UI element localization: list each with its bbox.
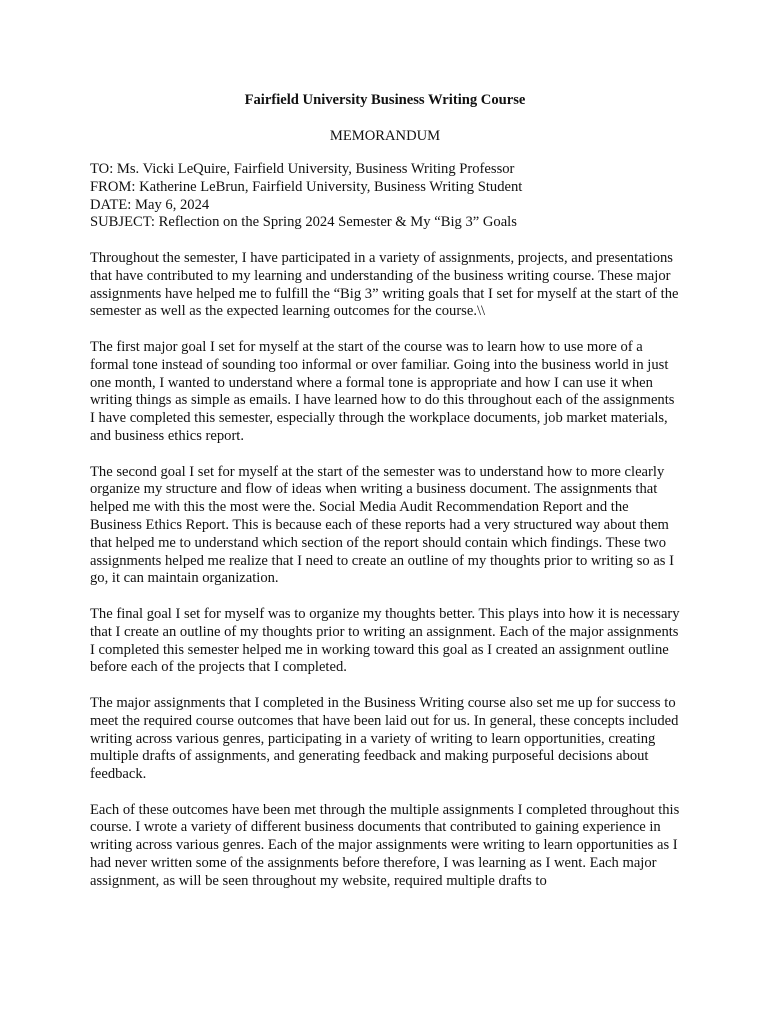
body-paragraph-second-goal: The second goal I set for myself at the start of the semester was to understand how to more clearly organize my structure and flow of ideas when writing a business document. The assignments that helped me with this the most were the. Social Media Audit Recommendation Report and the Business Ethics Report. This is because each of these reports had a very structured way about them that helped me to understand which section of the report should contain which findings. These two assignments helped me realize that I need to create an outline of my thoughts prior to writing so as I go, it can maintain organization. (90, 463, 674, 587)
body-paragraph-first-goal: The first major goal I set for myself at the start of the course was to learn how to use more of a formal tone instead of sounding too informal or over familiar. Going into the business world in just one month, I wanted to understand where a formal tone is appropriate and how I can use it when writing things as simple as emails. I have learned how to do this throughout each of the assignments I have completed this semester, especially through the workplace documents, job market materials, and business ethics report. (90, 338, 675, 444)
body-paragraph-intro: Throughout the semester, I have participated in a variety of assignments, projects, and presentations that have contributed to my learning and understanding of the business writing course. These major assignments have helped me to fulfill the “Big 3” writing goals that I set for myself at the start of the semester as well as the expected learning outcomes for the course.\\ (90, 249, 679, 320)
body-paragraph-course-outcomes: The major assignments that I completed in the Business Writing course also set me up for success to meet the required course outcomes that have been laid out for us. In general, these concepts included writing across various genres, participating in a variety of writing to learn opportunities, creating multiple drafts of assignments, and generating feedback and making purposeful decisions about feedback. (90, 694, 679, 783)
body-paragraph-final-goal: The final goal I set for myself was to organize my thoughts better. This plays into how it is necessary that I create an outline of my thoughts prior to writing an assignment. Each of the major assignments I completed this semester helped me in working toward this goal as I created an assignment outline before each of the projects that I completed. (90, 605, 680, 676)
memo-header (90, 161, 680, 232)
memo-to-line: TO: Ms. Vicki LeQuire, Fairfield University, Business Writing Professor (90, 161, 515, 177)
memo-date-line: DATE: May 6, 2024 (90, 196, 210, 213)
document-title: Fairfield University Business Writing Course (244, 92, 526, 108)
memo-page (90, 92, 680, 891)
body-paragraph-outcomes-met: Each of these outcomes have been met through the multiple assignments I completed throughout this course. I wrote a variety of different business documents that contributed to gaining experience in writing across various genres. Each of the major assignments were writing to learn opportunities as I had never written some of the assignments before therefore, I was learning as I went. Each major assignment, as will be seen throughout my website, required multiple drafts to (90, 801, 680, 889)
memo-subject-line: SUBJECT: Reflection on the Spring 2024 Semester & My “Big 3” Goals (90, 214, 517, 231)
memo-heading: MEMORANDUM (329, 128, 441, 144)
memo-from-line: FROM: Katherine LeBrun, Fairfield University, Business Writing Student (90, 178, 523, 195)
